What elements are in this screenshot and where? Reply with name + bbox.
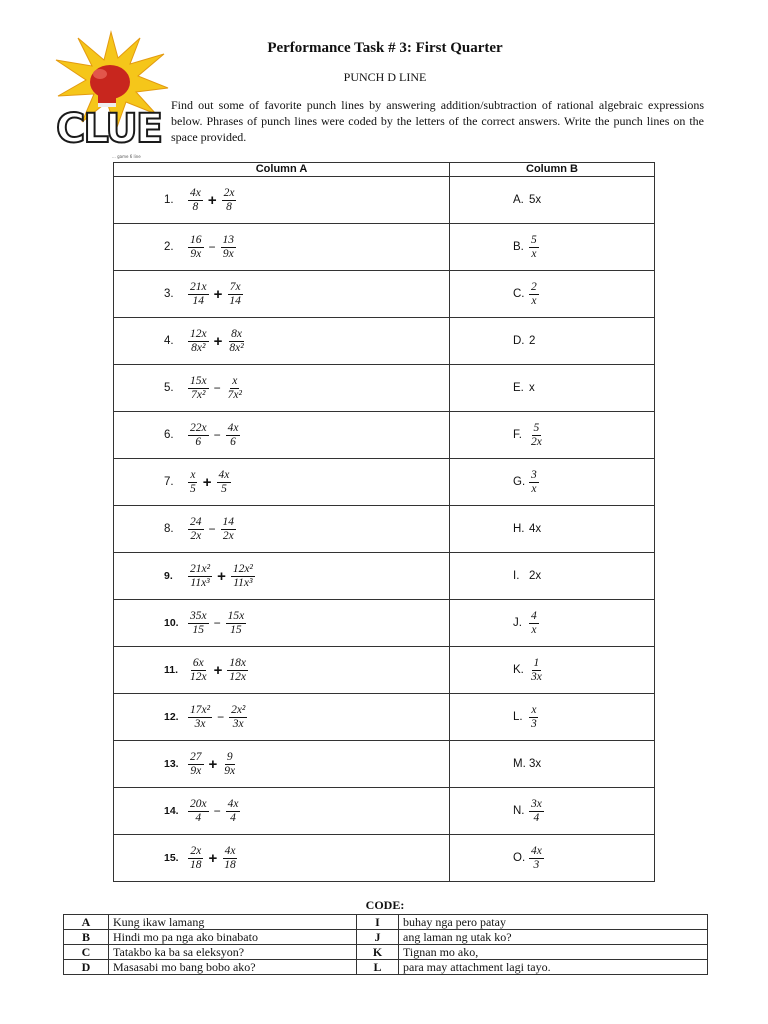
fraction-1 bbox=[188, 704, 212, 731]
code-key: I bbox=[357, 915, 399, 930]
numerator: 20x bbox=[190, 797, 207, 810]
column-b-cell bbox=[450, 318, 655, 365]
answer-letter: E. bbox=[513, 382, 524, 394]
fraction-1 bbox=[188, 328, 209, 355]
table-row bbox=[114, 412, 655, 459]
fraction-2 bbox=[227, 657, 248, 684]
operator: + bbox=[208, 755, 218, 773]
fraction-2 bbox=[226, 422, 241, 449]
operator: − bbox=[213, 428, 221, 442]
column-b-cell bbox=[450, 553, 655, 600]
answer-letter: G. bbox=[513, 476, 526, 488]
numerator: 2x bbox=[190, 844, 202, 857]
column-a-cell bbox=[114, 647, 450, 694]
numerator: 5 bbox=[531, 233, 537, 246]
table-row bbox=[114, 318, 655, 365]
denominator: 4 bbox=[195, 811, 202, 824]
problems-table bbox=[113, 162, 655, 882]
table-row bbox=[114, 647, 655, 694]
denominator: 5 bbox=[221, 482, 227, 495]
denominator: 9x bbox=[190, 247, 202, 260]
answer-fraction bbox=[529, 657, 544, 684]
answer-letter: F. bbox=[513, 429, 522, 441]
code-key: B bbox=[64, 930, 109, 945]
fraction-2 bbox=[221, 234, 237, 261]
problem-number: 7. bbox=[164, 476, 174, 488]
table-row bbox=[114, 600, 655, 647]
logo-text: CLUE bbox=[56, 106, 162, 152]
column-b-cell bbox=[450, 741, 655, 788]
operator: − bbox=[213, 381, 221, 395]
numerator: 21x² bbox=[190, 562, 211, 575]
denominator: 14 bbox=[192, 294, 205, 307]
numerator: 7x bbox=[229, 280, 241, 293]
column-a-cell bbox=[114, 506, 450, 553]
fraction-1 bbox=[188, 563, 212, 590]
fraction-2 bbox=[222, 187, 237, 214]
problem-number: 2. bbox=[164, 241, 174, 253]
column-b-cell bbox=[450, 224, 655, 271]
answer-text: x bbox=[529, 382, 535, 394]
fraction-1 bbox=[188, 281, 209, 308]
denominator: x bbox=[531, 623, 537, 636]
column-a-cell bbox=[114, 177, 450, 224]
problem-number: 5. bbox=[164, 382, 174, 394]
fraction-1 bbox=[188, 187, 203, 214]
column-b-cell bbox=[450, 694, 655, 741]
table-row bbox=[114, 224, 655, 271]
column-a-cell bbox=[114, 694, 450, 741]
denominator: 3x bbox=[531, 670, 542, 683]
code-phrase: para may attachment lagi tayo. bbox=[399, 960, 708, 975]
column-a-cell bbox=[114, 600, 450, 647]
denominator: 2x bbox=[190, 529, 202, 542]
numerator: 21x bbox=[190, 280, 207, 293]
column-a-cell bbox=[114, 553, 450, 600]
denominator: 4 bbox=[230, 811, 236, 824]
code-key: L bbox=[357, 960, 399, 975]
answer-fraction bbox=[529, 469, 539, 496]
code-label: CODE: bbox=[365, 898, 405, 912]
operator: + bbox=[213, 285, 223, 303]
code-table bbox=[63, 914, 708, 975]
denominator: 12x bbox=[229, 670, 246, 683]
code-phrase: Hindi mo pa nga ako binabato bbox=[109, 930, 357, 945]
code-key: K bbox=[357, 945, 399, 960]
answer-text: 4x bbox=[529, 523, 542, 535]
denominator: 9x bbox=[222, 247, 234, 260]
fraction-1 bbox=[188, 845, 204, 872]
numerator: 4 bbox=[531, 609, 537, 622]
denominator: 12x bbox=[190, 670, 207, 683]
column-a-cell bbox=[114, 271, 450, 318]
code-key: C bbox=[64, 945, 109, 960]
column-b-cell bbox=[450, 647, 655, 694]
denominator: 7x² bbox=[191, 388, 206, 401]
column-a-cell bbox=[114, 224, 450, 271]
denominator: 2x bbox=[222, 529, 234, 542]
code-row bbox=[64, 930, 708, 945]
numerator: 2 bbox=[531, 280, 537, 293]
denominator: 2x bbox=[531, 435, 542, 448]
numerator: 15x bbox=[190, 374, 207, 387]
code-row bbox=[64, 960, 708, 975]
numerator: 9 bbox=[226, 750, 233, 763]
column-b-cell bbox=[450, 835, 655, 882]
problem-number: 3. bbox=[164, 288, 174, 300]
fraction-2 bbox=[227, 281, 243, 308]
denominator: 6 bbox=[230, 435, 236, 448]
column-a-cell bbox=[114, 741, 450, 788]
denominator: 8x² bbox=[191, 341, 206, 354]
denominator: 3x bbox=[194, 717, 206, 730]
answer-letter: K. bbox=[513, 664, 524, 676]
denominator: 5 bbox=[190, 482, 196, 495]
denominator: 11x³ bbox=[190, 576, 210, 589]
column-b-cell bbox=[450, 412, 655, 459]
answer-text: 2x bbox=[529, 570, 542, 582]
answer-letter: C. bbox=[513, 288, 525, 300]
table-row bbox=[114, 506, 655, 553]
fraction-1 bbox=[188, 234, 204, 261]
denominator: x bbox=[531, 247, 537, 260]
column-a-cell bbox=[114, 318, 450, 365]
page-title: Performance Task # 3: First Quarter bbox=[267, 40, 503, 56]
fraction-1 bbox=[188, 422, 209, 449]
denominator: 8x² bbox=[229, 341, 244, 354]
fraction-2 bbox=[217, 469, 232, 496]
operator: + bbox=[207, 191, 217, 209]
answer-fraction bbox=[529, 422, 544, 449]
answer-letter: N. bbox=[513, 805, 525, 817]
table-row bbox=[114, 741, 655, 788]
fraction-2 bbox=[226, 375, 244, 402]
fraction-2 bbox=[222, 845, 238, 872]
denominator: 8 bbox=[226, 200, 232, 213]
operator: + bbox=[202, 473, 212, 491]
problem-number: 8. bbox=[164, 523, 174, 535]
table-row bbox=[114, 365, 655, 412]
answer-letter: J. bbox=[513, 617, 522, 629]
logo-small-text: ... game 6 line bbox=[112, 154, 141, 159]
answer-text: 5x bbox=[529, 194, 542, 206]
numerator: 16 bbox=[190, 233, 202, 246]
answer-fraction bbox=[529, 798, 544, 825]
operator: − bbox=[208, 240, 216, 254]
fraction-1 bbox=[188, 516, 204, 543]
answer-fraction bbox=[529, 704, 539, 731]
fraction-1 bbox=[188, 751, 204, 778]
denominator: 4 bbox=[533, 811, 540, 824]
problem-number: 12. bbox=[164, 711, 179, 723]
operator: − bbox=[213, 804, 221, 818]
table-row bbox=[114, 694, 655, 741]
numerator: 3 bbox=[531, 468, 537, 481]
numerator: 4x bbox=[190, 186, 201, 199]
answer-letter: O. bbox=[513, 852, 526, 864]
numerator: 3x bbox=[531, 797, 542, 810]
code-row bbox=[64, 945, 708, 960]
fraction-2 bbox=[231, 563, 255, 590]
clue-logo bbox=[52, 30, 170, 160]
answer-letter: B. bbox=[513, 241, 524, 253]
table-row bbox=[114, 788, 655, 835]
column-b-cell bbox=[450, 365, 655, 412]
numerator: x bbox=[531, 703, 537, 716]
fraction-2 bbox=[221, 516, 237, 543]
answer-fraction bbox=[529, 845, 544, 872]
numerator: 22x bbox=[190, 421, 207, 434]
operator: + bbox=[208, 849, 218, 867]
numerator: 14 bbox=[222, 515, 235, 528]
numerator: 5 bbox=[533, 421, 540, 434]
numerator: 12x bbox=[190, 327, 207, 340]
denominator: 3x bbox=[232, 717, 244, 730]
column-b-cell bbox=[450, 788, 655, 835]
denominator: 15 bbox=[192, 623, 205, 636]
code-key: J bbox=[357, 930, 399, 945]
operator: − bbox=[217, 710, 225, 724]
numerator: 18x bbox=[229, 656, 246, 669]
denominator: 14 bbox=[229, 294, 241, 307]
numerator: 4x bbox=[227, 797, 239, 810]
numerator: 13 bbox=[222, 233, 235, 246]
column-a-cell bbox=[114, 365, 450, 412]
answer-letter: M. bbox=[513, 758, 526, 770]
problem-number: 15. bbox=[164, 852, 179, 864]
operator: + bbox=[213, 661, 223, 679]
fraction-1 bbox=[188, 610, 209, 637]
column-a-cell bbox=[114, 459, 450, 506]
denominator: 3 bbox=[531, 717, 537, 730]
table-row bbox=[114, 553, 655, 600]
denominator: 8 bbox=[192, 200, 199, 213]
fraction-2 bbox=[226, 798, 241, 825]
numerator: 2x bbox=[223, 186, 235, 199]
numerator: 8x bbox=[231, 327, 242, 340]
numerator: x bbox=[190, 468, 196, 481]
operator: − bbox=[208, 522, 216, 536]
problem-number: 11. bbox=[164, 664, 179, 676]
numerator: 35x bbox=[190, 609, 207, 622]
denominator: 7x² bbox=[227, 388, 242, 401]
instructions: Find out some of favorite punch lines by answering addition/subtraction of rational algebraic expressions below. Phrases of punch lines were coded by the letters of the correct answers. Write the punch lines on the space provided. bbox=[171, 98, 704, 144]
numerator: 27 bbox=[190, 750, 202, 763]
numerator: 15x bbox=[227, 609, 245, 622]
problem-number: 9. bbox=[164, 570, 173, 582]
problem-number: 14. bbox=[164, 805, 179, 817]
answer-letter: A. bbox=[513, 194, 524, 206]
code-phrase: Masasabi mo bang bobo ako? bbox=[109, 960, 357, 975]
fraction-1 bbox=[188, 469, 198, 496]
answer-text: 3x bbox=[529, 758, 542, 770]
column-b-cell bbox=[450, 600, 655, 647]
operator: + bbox=[217, 567, 226, 585]
answer-letter: H. bbox=[513, 523, 525, 535]
answer-letter: D. bbox=[513, 335, 525, 347]
answer-text: 2 bbox=[529, 335, 536, 347]
denominator: 3 bbox=[533, 858, 540, 871]
answer-letter: L. bbox=[513, 711, 523, 723]
column-a-cell bbox=[114, 412, 450, 459]
numerator: 4x bbox=[224, 844, 236, 857]
problem-number: 1. bbox=[164, 194, 174, 206]
column-b-cell bbox=[450, 177, 655, 224]
page-subtitle: PUNCH D LINE bbox=[343, 70, 427, 84]
numerator: 12x² bbox=[232, 562, 253, 575]
problem-number: 6. bbox=[164, 429, 174, 441]
operator: + bbox=[213, 332, 223, 350]
column-a-cell bbox=[114, 835, 450, 882]
column-a-cell bbox=[114, 788, 450, 835]
fraction-2 bbox=[227, 328, 245, 355]
table-row bbox=[114, 177, 655, 224]
denominator: x bbox=[531, 294, 537, 307]
column-a-header: Column A bbox=[114, 163, 450, 177]
code-key: A bbox=[64, 915, 109, 930]
numerator: 4x bbox=[227, 421, 239, 434]
fraction-2 bbox=[226, 610, 247, 637]
code-phrase: buhay nga pero patay bbox=[399, 915, 708, 930]
code-row bbox=[64, 915, 708, 930]
answer-fraction bbox=[529, 610, 539, 637]
numerator: 1 bbox=[533, 656, 540, 669]
code-phrase: Tatakbo ka ba sa eleksyon? bbox=[109, 945, 357, 960]
problem-number: 4. bbox=[164, 335, 174, 347]
denominator: 6 bbox=[195, 435, 202, 448]
denominator: 9x bbox=[224, 764, 236, 777]
denominator: 18 bbox=[190, 858, 202, 871]
table-row bbox=[114, 835, 655, 882]
table-row bbox=[114, 271, 655, 318]
fraction-1 bbox=[188, 798, 209, 825]
numerator: 6x bbox=[192, 656, 204, 669]
fraction-1 bbox=[188, 657, 209, 684]
fraction-2 bbox=[229, 704, 247, 731]
numerator: 17x² bbox=[190, 703, 211, 716]
denominator: x bbox=[531, 482, 537, 495]
problem-number: 10. bbox=[164, 617, 179, 629]
fraction-2 bbox=[222, 751, 237, 778]
numerator: 2x² bbox=[231, 703, 246, 716]
numerator: 24 bbox=[190, 515, 202, 528]
operator: − bbox=[213, 616, 221, 630]
numerator: 4x bbox=[218, 468, 230, 481]
code-phrase: Tignan mo ako, bbox=[399, 945, 708, 960]
fraction-1 bbox=[188, 375, 209, 402]
denominator: 18 bbox=[224, 858, 236, 871]
problem-number: 13. bbox=[164, 758, 179, 770]
code-phrase: Kung ikaw lamang bbox=[109, 915, 357, 930]
answer-fraction bbox=[529, 234, 539, 261]
column-b-cell bbox=[450, 506, 655, 553]
table-row bbox=[114, 459, 655, 506]
denominator: 9x bbox=[190, 764, 202, 777]
column-b-header: Column B bbox=[450, 163, 655, 177]
answer-letter: I. bbox=[513, 570, 520, 582]
column-b-cell bbox=[450, 459, 655, 506]
column-b-cell bbox=[450, 271, 655, 318]
numerator: x bbox=[232, 374, 238, 387]
denominator: 11x³ bbox=[233, 576, 253, 589]
code-key: D bbox=[64, 960, 109, 975]
code-phrase: ang laman ng utak ko? bbox=[399, 930, 708, 945]
numerator: 4x bbox=[531, 844, 542, 857]
denominator: 15 bbox=[230, 623, 242, 636]
answer-fraction bbox=[529, 281, 539, 308]
